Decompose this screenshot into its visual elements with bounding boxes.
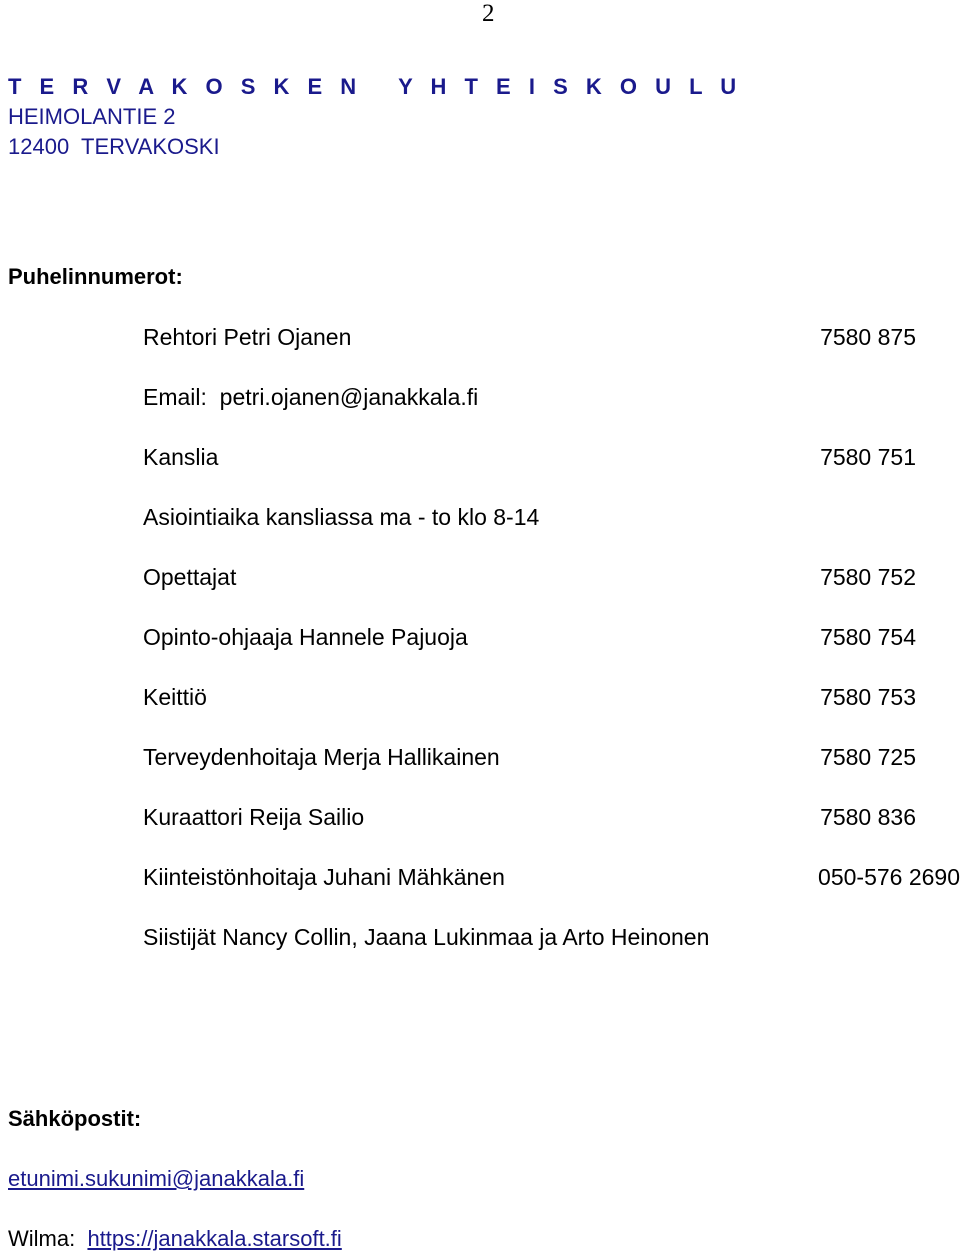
school-postal-address: 12400 TERVAKOSKI (8, 134, 220, 159)
phone-row-number: 7580 725 (820, 744, 916, 770)
phone-row-number: 7580 752 (820, 564, 916, 590)
phone-row-number: 7580 875 (820, 324, 916, 350)
phone-row-label: Opettajat (143, 564, 237, 590)
phone-row-kitchen (143, 684, 960, 712)
phone-row-label: Kiinteistönhoitaja Juhani Mähkänen (143, 864, 505, 890)
phone-row-cleaners (143, 924, 960, 952)
school-name: T E R V A K O S K E N Y H T E I S K O U L U (8, 74, 743, 99)
page-number: 2 (482, 0, 495, 27)
phone-row-office (143, 444, 960, 472)
school-street-address: HEIMOLANTIE 2 (8, 104, 176, 129)
phone-row-number: 7580 836 (820, 804, 916, 830)
phone-row-label: Kanslia (143, 444, 219, 470)
phone-row-label: Asiointiaika kansliassa ma - to klo 8-14 (143, 504, 540, 530)
phone-row-label: Rehtori Petri Ojanen (143, 324, 352, 350)
phone-row-nurse (143, 744, 960, 772)
phone-row-label: Kuraattori Reija Sailio (143, 804, 365, 830)
email-pattern-link[interactable]: etunimi.sukunimi@janakkala.fi (8, 1166, 305, 1191)
emails-heading: Sähköpostit: (8, 1106, 142, 1131)
wilma-link[interactable]: https://janakkala.starsoft.fi (87, 1226, 342, 1251)
phone-row-office-hours (143, 504, 960, 532)
wilma-line (8, 1226, 342, 1252)
phone-row-number: 7580 754 (820, 624, 916, 650)
email-pattern-line (8, 1166, 304, 1192)
phone-row-number: 7580 751 (820, 444, 916, 470)
phone-row-label: Email: petri.ojanen@janakkala.fi (143, 384, 479, 410)
phone-row-label: Keittiö (143, 684, 207, 710)
phone-row-label: Siistijät Nancy Collin, Jaana Lukinmaa ja Arto Heinonen (143, 924, 710, 950)
phone-row-caretaker (143, 864, 960, 892)
phone-numbers-heading: Puhelinnumerot: (8, 264, 183, 289)
phone-row-label: Terveydenhoitaja Merja Hallikainen (143, 744, 500, 770)
phone-row-principal (143, 324, 960, 352)
phone-row-social-worker (143, 804, 960, 832)
phone-row-teachers (143, 564, 960, 592)
phone-row-counselor (143, 624, 960, 652)
wilma-label: Wilma: (8, 1226, 76, 1251)
phone-row-label: Opinto-ohjaaja Hannele Pajuoja (143, 624, 468, 650)
phone-row-number: 7580 753 (820, 684, 916, 710)
phone-row-principal-email (143, 384, 960, 412)
phone-row-number: 050-576 2690 (818, 864, 960, 890)
